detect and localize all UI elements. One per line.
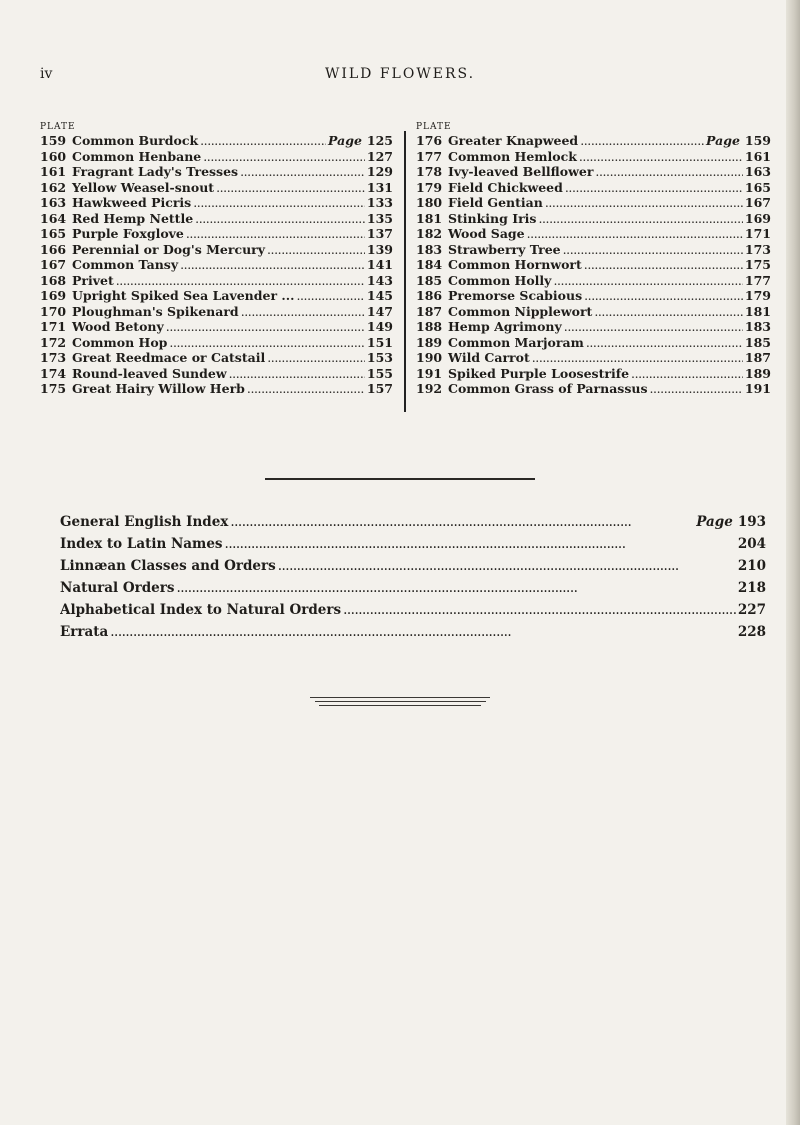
page-number-value: 227 [737,602,766,618]
contents-entry [40,335,393,351]
dot-leader [166,319,365,335]
contents-entry [40,242,393,258]
dot-leader [186,226,365,242]
plate-number: 159 [40,133,67,148]
entry-page [367,257,393,273]
dot-leader [553,273,742,289]
entry-title: Stinking Iris [448,210,537,226]
page-number-value: 179 [744,288,771,303]
column-divider [404,131,406,412]
plate-number: 187 [416,303,443,319]
entry-title: Common Marjoram [448,334,584,350]
entry-title: Common Henbane [72,148,202,164]
entry-page [738,621,766,643]
contents-entry [40,381,393,397]
entry-page [367,335,393,351]
page-number-value: 185 [744,334,771,350]
dot-leader [545,195,743,211]
page-number-value: 175 [744,257,771,272]
entry-title: Red Hemp Nettle [72,210,194,226]
page-number-value: 125 [366,133,393,148]
page-number-value: 228 [737,624,766,640]
entry-title: Errata [60,624,109,640]
dot-leader [267,350,365,366]
dot-leader [216,180,365,196]
entry-page [745,288,771,304]
entry-page [745,257,771,273]
contents-entry [40,257,393,273]
dot-leader [527,226,743,242]
dot-leader [193,195,365,211]
plate-number: 167 [40,257,67,272]
entry-page [745,242,771,258]
plate-number: 166 [40,241,67,257]
contents-entry [60,511,766,533]
contents-entry [416,195,771,211]
entry-title: Greater Knapweed [448,133,579,148]
page-number-value: 163 [744,164,771,179]
entry-title: Round-leaved Sundew [72,365,227,381]
dot-leader [240,164,365,180]
plate-number: 184 [416,257,443,272]
plate-number: 164 [40,210,67,226]
entry-title: Common Holly [448,272,552,288]
page-edge [786,0,800,1125]
entry-title: Spiked Purple Loosestrife [448,365,630,381]
plate-number: 182 [416,226,443,241]
contents-entry [60,621,766,643]
page-number-value: 165 [744,179,771,195]
entry-title: Common Burdock [72,133,199,148]
entry-page [367,164,393,180]
plate-number: 192 [416,381,443,396]
entry-page [367,273,393,289]
entry-title: Privet [72,272,114,288]
page-number-value: 161 [744,148,771,164]
page-number-value: 157 [366,381,393,396]
dot-leader [267,242,365,258]
entry-page [706,133,771,149]
contents-entry [40,350,393,366]
entry-page [745,273,771,289]
plate-number: 174 [40,365,67,381]
entry-title: Field Chickweed [448,179,563,195]
entry-title: Common Hop [72,334,168,350]
contents-entry [40,366,393,382]
contents-entry [416,133,771,149]
page-number-value: 191 [744,381,771,396]
dot-leader [586,335,743,351]
plate-number: 191 [416,365,443,381]
entry-title: Index to Latin Names [60,536,223,552]
contents-entry [40,273,393,289]
plate-list-left [40,121,393,397]
contents-entry [416,350,771,366]
contents-entry [60,577,766,599]
entry-page [738,599,766,621]
entry-page [745,350,771,366]
dot-leader [584,288,743,304]
contents-entry [416,257,771,273]
plate-number: 172 [40,334,67,350]
entry-page [367,304,393,320]
plate-number: 179 [416,179,443,195]
page-label: Page [696,514,733,530]
entry-title: Wild Carrot [448,350,530,365]
contents-entry [416,366,771,382]
contents-entry [60,599,766,621]
page-number-value: 171 [744,226,771,241]
contents-entry [40,149,393,165]
page-number-value: 189 [744,365,771,381]
entry-title: Ivy-leaved Bellflower [448,164,594,179]
plate-number: 176 [416,133,443,148]
page-number-value: 145 [366,288,393,303]
page-number-value: 155 [366,365,393,381]
contents-entry [40,164,393,180]
dot-leader [595,164,742,180]
page-number-value: 183 [744,319,771,334]
entry-page [745,180,771,196]
entry-title: Common Hemlock [448,148,577,164]
entry-title: Strawberry Tree [448,241,561,257]
plate-number: 170 [40,303,67,319]
entry-title: Natural Orders [60,580,175,596]
contents-entry [40,319,393,335]
entry-page [367,211,393,227]
entry-page [745,211,771,227]
dot-leader [180,257,365,273]
page-number-value: 210 [737,558,766,574]
entry-page [745,149,771,165]
dot-leader [200,133,326,149]
entry-title: Perennial or Dog's Mercury [72,241,266,257]
plate-number: 168 [40,272,67,288]
contents-entry [60,533,766,555]
page-label: Page [706,133,740,148]
dot-leader [579,149,743,165]
contents-entry [416,149,771,165]
plate-number: 188 [416,319,443,334]
entry-title: Common Grass of Parnassus [448,381,648,396]
entry-page [367,180,393,196]
entry-page [367,149,393,165]
dot-leader [278,555,736,577]
index-list [60,511,766,643]
contents-entry [40,226,393,242]
dot-leader [116,273,365,289]
contents-entry [40,288,393,304]
entry-title: Common Hornwort [448,257,582,272]
plate-number: 189 [416,334,443,350]
plate-list-right [416,121,771,397]
plate-number: 162 [40,179,67,195]
column-heading: PLATE [40,122,76,132]
dot-leader [241,304,365,320]
contents-entry [416,242,771,258]
plate-number: 183 [416,241,443,257]
entry-title: Hemp Agrimony [448,319,562,334]
contents-entry [416,335,771,351]
page-number-value: 141 [366,257,393,272]
dot-leader [225,533,736,555]
page-number-value: 127 [366,148,393,164]
entry-page [696,511,766,533]
entry-page [367,366,393,382]
entry-page [367,242,393,258]
section-rule [265,478,535,480]
page-number-value: 151 [366,334,393,350]
contents-entry [416,180,771,196]
entry-page [745,335,771,351]
page-number-value: 218 [737,580,766,596]
contents-entry [40,304,393,320]
dot-leader [538,211,742,227]
rule-line [319,705,481,706]
dot-leader [343,599,736,621]
entry-page [367,195,393,211]
page-number-value: 133 [366,195,393,210]
page-number-value: 137 [366,226,393,241]
page-number: iv [40,66,53,82]
dot-leader [580,133,704,149]
plate-number: 169 [40,288,67,303]
rule-line [315,701,486,702]
page-number-value: 177 [744,272,771,288]
page-number-value: 181 [744,303,771,319]
entry-page [328,133,393,149]
entry-page [367,381,393,397]
entry-page [745,366,771,382]
entry-page [738,533,766,555]
contents-entry [416,304,771,320]
dot-leader [564,319,743,335]
plate-number: 185 [416,272,443,288]
dot-leader [563,242,743,258]
entry-title: Fragrant Lady's Tresses [72,164,239,179]
contents-entry [40,133,393,149]
plate-number: 181 [416,210,443,226]
plate-number: 190 [416,350,443,365]
dot-leader [247,381,365,397]
contents-entry [40,195,393,211]
plate-number: 161 [40,164,67,179]
contents-entry [60,555,766,577]
page-number-value: 169 [744,210,771,226]
page-number-value: 147 [366,303,393,319]
dot-leader [169,335,365,351]
entry-page [738,555,766,577]
entry-page [367,319,393,335]
plate-number: 178 [416,164,443,179]
dot-leader [229,366,365,382]
contents-entry [416,226,771,242]
entry-title: Ploughman's Spikenard [72,303,239,319]
dot-leader [650,381,743,397]
contents-entry [40,180,393,196]
plate-number: 186 [416,288,443,303]
dot-leader [176,577,735,599]
entry-title: Purple Foxglove [72,226,184,241]
entry-title: Wood Sage [448,226,525,241]
page-number-value: 153 [366,350,393,365]
page-number-value: 139 [366,241,393,257]
entry-title: Great Reedmace or Catstail [72,350,266,365]
bottom-rules [310,697,490,709]
plate-number: 177 [416,148,443,164]
entry-title: Common Nipplewort [448,303,593,319]
rule-line [310,697,490,698]
entry-title: Upright Spiked Sea Lavender ... [72,288,295,303]
entry-page [745,226,771,242]
dot-leader [565,180,743,196]
page-number-value: 129 [366,164,393,179]
page-number-value: 204 [737,536,766,552]
entry-title: Alphabetical Index to Natural Orders [60,602,342,618]
entry-page [367,226,393,242]
entry-page [745,304,771,320]
entry-page [745,195,771,211]
page-number-value: 187 [744,350,771,365]
dot-leader [230,511,694,533]
entry-title: Great Hairy Willow Herb [72,381,245,396]
page-number-value: 135 [366,210,393,226]
plate-number: 173 [40,350,67,365]
dot-leader [594,304,743,320]
page-number-value: 193 [737,514,766,530]
contents-entry [40,211,393,227]
plate-number: 165 [40,226,67,241]
dot-leader [203,149,365,165]
page-number-value: 173 [744,241,771,257]
plate-number: 180 [416,195,443,210]
dot-leader [110,621,736,643]
entry-title: Linnæan Classes and Orders [60,558,276,574]
contents-entry [416,273,771,289]
dot-leader [631,366,743,382]
entry-page [745,319,771,335]
plate-number: 171 [40,319,67,334]
dot-leader [296,288,364,304]
entry-title: Field Gentian [448,195,543,210]
contents-entry [416,381,771,397]
entry-page [367,288,393,304]
running-title: WILD FLOWERS. [324,66,476,82]
entry-title: Hawkweed Picris [72,195,192,210]
contents-entry [416,288,771,304]
dot-leader [195,211,365,227]
page-number-value: 167 [744,195,771,210]
contents-entry [416,164,771,180]
contents-entry [416,319,771,335]
column-heading: PLATE [416,122,452,132]
page-number-value: 143 [366,272,393,288]
entry-page [738,577,766,599]
entry-title: Wood Betony [72,319,164,334]
entry-title: Yellow Weasel-snout [72,179,215,195]
dot-leader [584,257,743,273]
page-number-value: 131 [366,179,393,195]
page-label: Page [328,133,362,148]
entry-page [745,381,771,397]
entry-page [745,164,771,180]
contents-entry [416,211,771,227]
plate-number: 175 [40,381,67,396]
page-number-value: 149 [366,319,393,334]
plate-number: 160 [40,148,67,164]
page-number-value: 159 [744,133,771,148]
plate-number: 163 [40,195,67,210]
entry-title: Common Tansy [72,257,179,272]
entry-page [367,350,393,366]
entry-title: General English Index [60,514,229,530]
entry-title: Premorse Scabious [448,288,583,303]
dot-leader [532,350,743,366]
